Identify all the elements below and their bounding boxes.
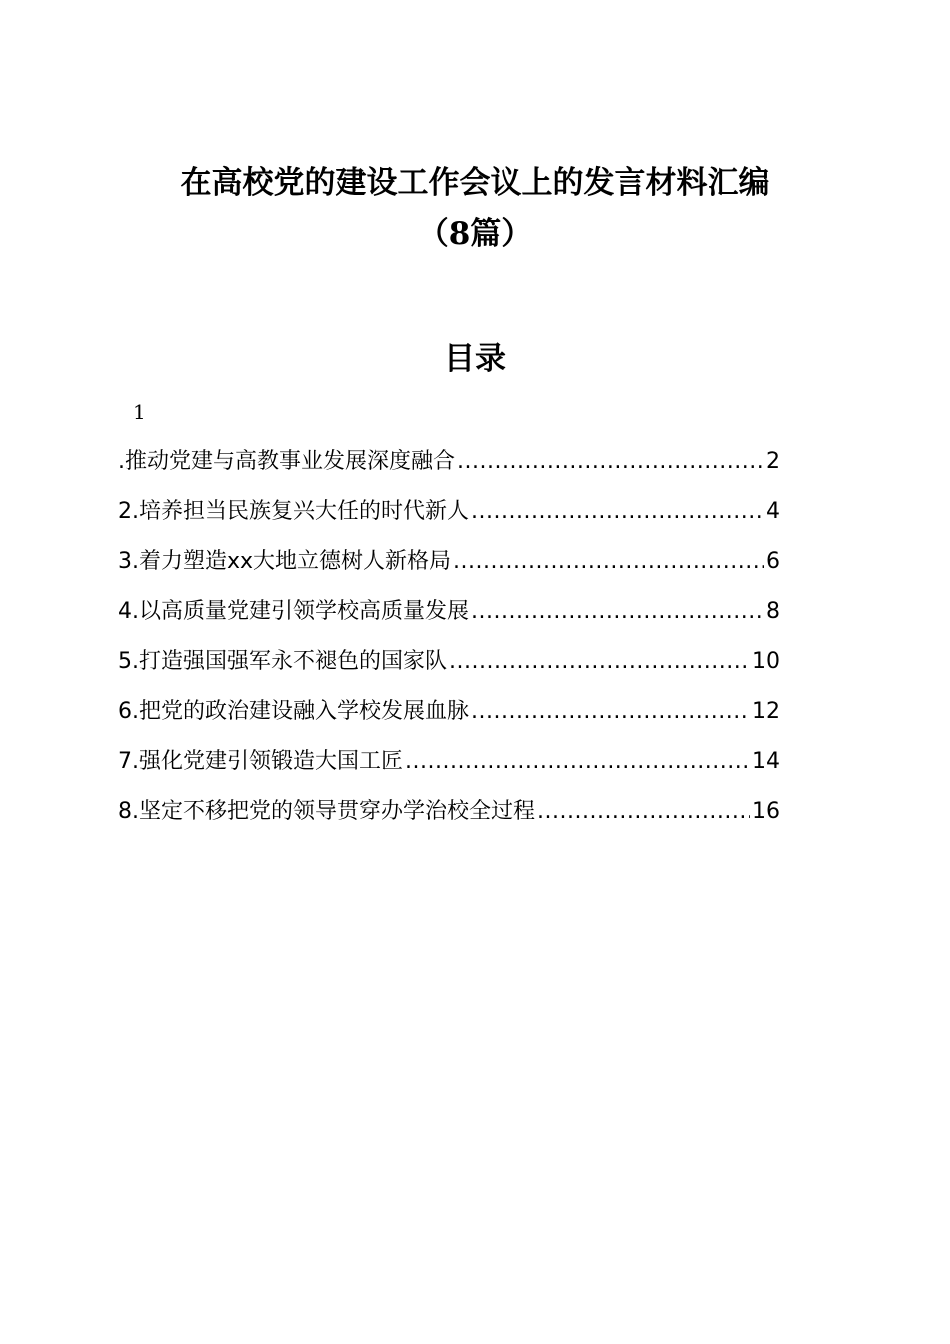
- toc-dot-leader: [471, 596, 764, 628]
- toc-dot-leader: [405, 746, 750, 778]
- toc-page-number: 2: [766, 449, 780, 474]
- toc-entry-8[interactable]: [118, 796, 780, 846]
- toc-entry-title: .推动党建与高教事业发展深度融合: [118, 449, 455, 474]
- toc-page-number: 6: [766, 549, 780, 574]
- toc-entry-3[interactable]: [118, 546, 780, 596]
- toc-dot-leader: [471, 696, 750, 728]
- document-title: 在高校党的建设工作会议上的发言材料汇编: [180, 165, 770, 201]
- toc-entry-2[interactable]: [118, 496, 780, 546]
- toc-entry-title: 4.以高质量党建引领学校高质量发展: [118, 599, 469, 624]
- toc-entry-4[interactable]: [118, 596, 780, 646]
- toc-dot-leader: [537, 796, 750, 828]
- table-of-contents: [118, 446, 780, 846]
- toc-dot-leader: [471, 496, 764, 528]
- toc-entry-title: 8.坚定不移把党的领导贯穿办学治校全过程: [118, 799, 535, 824]
- toc-page-number: 12: [752, 699, 780, 724]
- toc-page-number: 10: [752, 649, 780, 674]
- toc-entry-7[interactable]: [118, 746, 780, 796]
- toc-entry-title: 3.着力塑造xx大地立德树人新格局: [118, 549, 452, 574]
- toc-heading: 目录: [444, 341, 506, 377]
- toc-page-number: 14: [752, 749, 780, 774]
- toc-dot-leader: [449, 646, 750, 678]
- toc-entry-title: 6.把党的政治建设融入学校发展血脉: [118, 699, 469, 724]
- toc-dot-leader: [457, 446, 764, 478]
- toc-page-number: 16: [752, 799, 780, 824]
- toc-entry-5[interactable]: [118, 646, 780, 696]
- toc-dot-leader: [453, 546, 764, 578]
- toc-entry-1[interactable]: [118, 446, 780, 496]
- toc-entry-title: 2.培养担当民族复兴大任的时代新人: [118, 499, 469, 524]
- toc-entry-title: 5.打造强国强军永不褪色的国家队: [118, 649, 447, 674]
- stray-number: 1: [133, 400, 146, 424]
- toc-page-number: 4: [766, 499, 780, 524]
- toc-entry-title: 7.强化党建引领锻造大国工匠: [118, 749, 403, 774]
- toc-entry-6[interactable]: [118, 696, 780, 746]
- document-subtitle: （8篇）: [417, 216, 533, 252]
- toc-page-number: 8: [766, 599, 780, 624]
